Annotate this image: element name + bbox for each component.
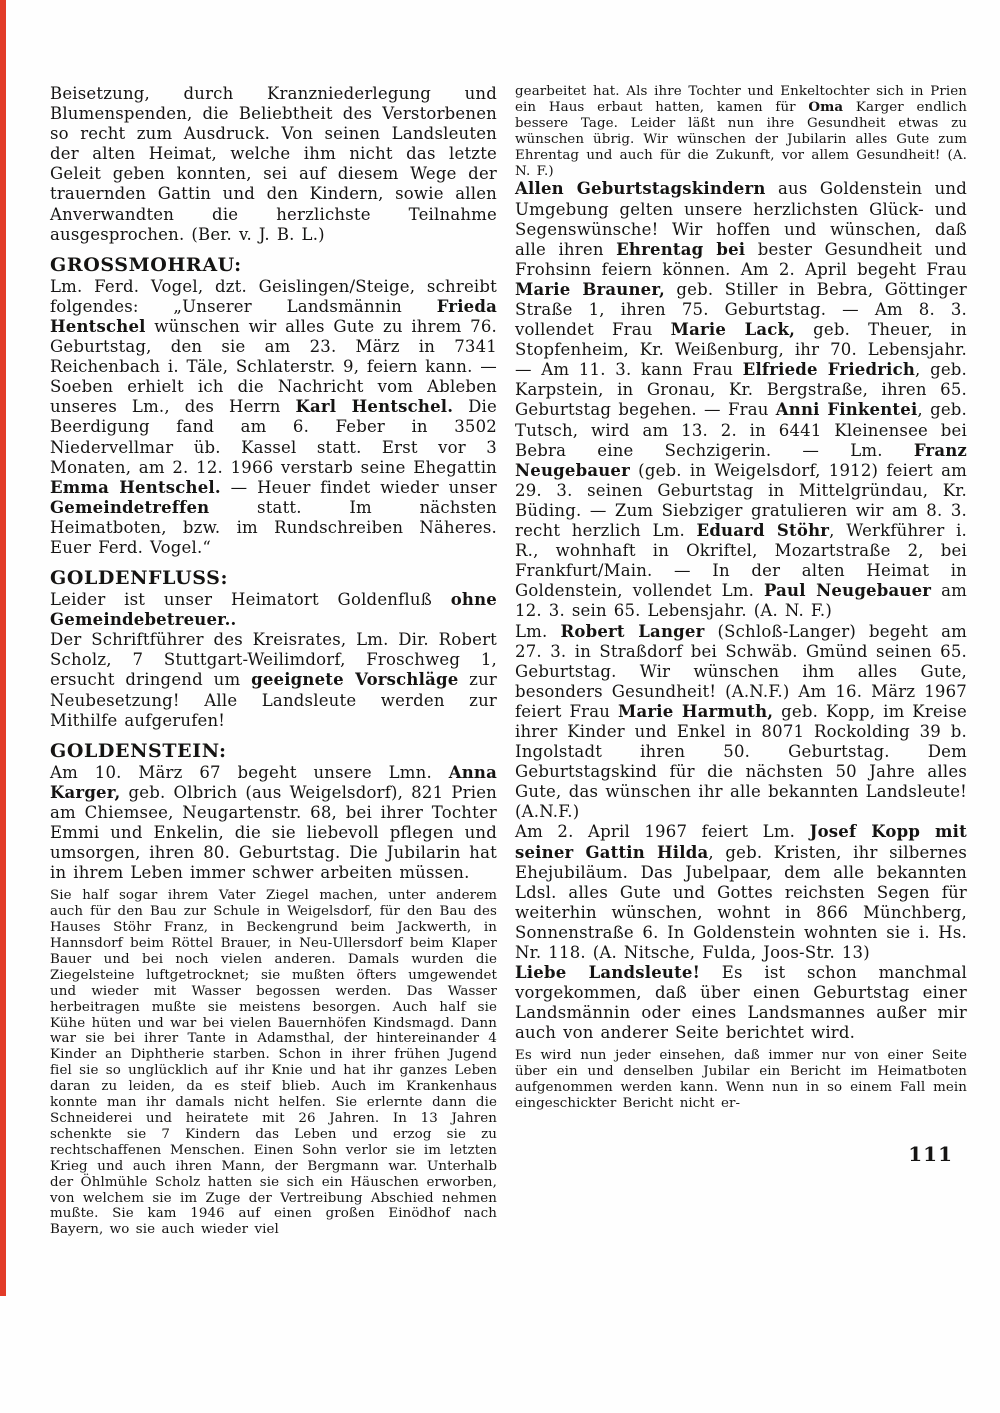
text-segment: geb. Kopp, im Kreise ihrer Kinder und Enkel in 8071 Rockolding 39 b. Ingolstadt ihren 50. Geburtstag. Dem Geburtstagskind für die nächsten 50 Jahre alles Gute, das wünschen ihr alle bekannten Landsleute! (A.N.F.) xyxy=(515,701,967,822)
text-segment: geeignete Vorschläge xyxy=(251,670,459,690)
right-column xyxy=(515,84,967,1166)
text-segment: Oma xyxy=(808,98,844,115)
text-segment: Ehrentag bei xyxy=(616,239,746,259)
paragraph xyxy=(515,622,967,823)
paragraph xyxy=(50,590,497,630)
text-segment: geb. Olbrich (aus Weigelsdorf), 821 Prien am Chiemsee, Neugartenstr. 68, bei ihrer Tochter Emmi und Enkelin, die sie liebevoll pflegen und umsorgen, ihren 80. Geburtstag. Die Jubilarin hat in ihrem Leben immer schwer arbeiten müssen. xyxy=(50,782,497,883)
paragraph xyxy=(515,84,967,179)
text-segment: Eduard Stöhr xyxy=(696,521,830,541)
text-segment: Emma Hentschel. xyxy=(50,477,221,497)
text-segment: geb. Theuer, in Stopfenheim, Kr. Weißenburg, ihr 70. Lebensjahr. — Am 11. 3. kann Frau xyxy=(515,320,967,380)
text-segment: Am 2. April 1967 feiert Lm. xyxy=(515,822,810,842)
text-segment: Sie half sogar ihrem Vater Ziegel machen, unter anderem auch für den Bau zur Schule in Weigelsdorf, für den Bau des Hauses Stöhr Franz, in Beckengrund beim Jackwerth, in Hannsdorf beim Röttel Brauer, in Neu-Ullersdorf beim Klaper Bauer und bei noch vielen anderen. Damals wurden die Ziegelsteine luftgetrocknet; sie mußten öfters umgewendet und wieder mit Wasser begossen werden. Das Wasser herbeitragen mußte sie meistens besorgen. Auch half sie Kühe hüten und war bei vielen Bauernhöfen Kindsmagd. Dann war sie bei ihrer Tante in Adamsthal, der hintereinander 4 Kinder an Diphtherie starben. Schon in ihrer frühen Jugend fiel sie so unglücklich auf ihr Knie und hat ihr ganzes Leben daran zu leiden, da es steif blieb. Auch im Krankenhaus konnte man ihr damals nicht helfen. Sie erlernte dann die Schneiderei und heiratete mit 26 Jahren. In 13 Jahren schenkte sie 7 Kindern das Leben und erzog sie zu rechtschaffenen Menschen. Einen Sohn verlor sie im letzten Krieg und auch ihren Mann, der Bergmann war. Unterhalb der Öhlmühle Scholz hatten sie sich ein Häuschen erworben, von welchem sie im Zuge der Vertreibung Abschied nehmen mußte. Sie kam 1946 auf einen großen Einödhof nach Bayern, wo sie auch wieder viel xyxy=(50,888,497,1238)
text-segment: Allen Geburtstagskindern xyxy=(515,179,766,199)
text-segment: Karger endlich bessere Tage. Leider läßt nun ihre Gesundheit etwas zu wünschen übrig. Wir wünschen der Jubilarin alles Gute zum Ehrentag und auch für die Zukunft, vor allem Gesundheit! (A. N. F.) xyxy=(515,99,967,179)
text-segment: Liebe Landsleute! xyxy=(515,963,701,983)
section-heading xyxy=(50,567,497,589)
text-segment: , Werkführer i. R., wohnhaft in Okriftel, Mozartstraße 2, bei Frankfurt/Main. — In der alten Heimat in Goldenstein, vollendet Lm. xyxy=(515,521,967,601)
text-segment: Franz Neugebauer xyxy=(515,440,967,480)
text-segment: , geb. Karpstein, in Gronau, Kr. Bergstraße, ihren 65. Geburtstag begehen. — Frau xyxy=(515,360,967,420)
page-number: 111 xyxy=(908,1142,953,1167)
text-segment: Beisetzung, durch Kranzniederlegung und Blumenspenden, die Beliebtheit des Verstorbenen so recht zum Ausdruck. Von seinen Landsleuten der alten Heimat, welche ihm nicht das letzte Geleit geben konnten, sei auf diesem Wege der trauernden Gattin und den Kindern, sowie allen Anverwandten die herzlichste Teilnahme ausgesprochen. (Ber. v. J. B. L.) xyxy=(50,84,497,244)
text-segment: am 12. 3. sein 65. Lebensjahr. (A. N. F.) xyxy=(515,581,967,621)
text-segment: Marie Lack, xyxy=(670,320,796,340)
text-segment: (geb. in Weigelsdorf, 1912) feiert am 29. 3. seinen Geburtstag in Mittelgründau, Kr. Büding. — Zum Siebziger gratulieren wir am 8. 3. recht herzlich Lm. xyxy=(515,460,967,541)
text-segment: Karl Hentschel. xyxy=(295,397,454,417)
text-segment: (Schloß-Langer) begeht am 27. 3. in Straßdorf bei Schwäb. Gmünd seinen 65. Geburtstag. Wir wünschen ihm alles Gute, besonders Gesundheit! (A.N.F.) Am 16. März 1967 feiert Frau xyxy=(515,621,967,721)
paragraph xyxy=(515,822,967,963)
text-segment: Frieda Hentschel xyxy=(50,296,497,336)
paragraph xyxy=(50,630,497,730)
text-segment: zur Neubesetzung! Alle Landsleute werden zur Mithilfe aufgerufen! xyxy=(50,670,497,730)
text-segment: ohne Gemeindebetreuer.. xyxy=(50,590,497,630)
text-segment: , geb. Kristen, ihr silbernes Ehejubiläum. Das Jubelpaar, dem alle bekannten Ldsl. alles Gute und Gottes reichsten Segen für weiterhin wünschen, wohnt in 866 Münchberg, Sonnenstraße 6. In Goldenstein wohnten sie i. Hs. Nr. 118. (A. Nitsche, Fulda, Joos-Str. 13) xyxy=(515,842,967,962)
text-segment: Lm. xyxy=(515,621,561,641)
left-column xyxy=(50,84,497,1238)
text-segment: Leider ist unser Heimatort Goldenfluß xyxy=(50,590,451,610)
text-segment: Es wird nun jeder einsehen, daß immer nur von einer Seite über ein und denselben Jubilar ein Bericht im Heimatboten aufgenommen werden kann. Wenn nun in so einem Fall mein eingeschickter Bericht nicht er- xyxy=(515,1048,967,1112)
text-segment: wünschen wir alles Gute zu ihrem 76. Geburtstag, den sie am 23. März in 7341 Reichenbach i. Täle, Schlaterstr. 9, feiern kann. — Soeben erhielt ich die Nachricht vom Ableben unseres Lm., des Herrn xyxy=(50,316,497,417)
text-segment: gearbeitet hat. Als ihre Tochter und Enkeltochter sich in Prien ein Haus erbaut hatten, kamen für xyxy=(515,84,967,115)
text-segment: bester Gesundheit und Frohsinn feiern können. Am 2. April begeht Frau xyxy=(515,239,968,279)
paragraph xyxy=(50,84,497,245)
text-segment: Lm. Ferd. Vogel, dzt. Geislingen/Steige, schreibt folgendes: „Unserer Landsmännin xyxy=(50,276,497,316)
text-segment: Anni Finkentei xyxy=(775,400,918,420)
paragraph xyxy=(50,888,497,1238)
text-segment: GOLDENFLUSS: xyxy=(50,567,229,590)
paragraph xyxy=(515,963,967,1043)
text-segment: Die Beerdigung fand am 6. Feber in 3502 Niedervellmar üb. Kassel statt. Erst vor 3 Monaten, am 2. 12. 1966 verstarb seine Ehegattin xyxy=(50,397,497,477)
text-segment: Am 10. März 67 begeht unsere Lmn. xyxy=(50,762,449,782)
text-segment: Der Schriftführer des Kreisrates, Lm. Dir. Robert Scholz, 7 Stuttgart-Weilimdorf, Froschweg 1, ersucht dringend um xyxy=(50,630,497,690)
paragraph xyxy=(515,179,967,621)
text-segment: Robert Langer xyxy=(560,621,705,641)
paragraph xyxy=(515,1048,967,1112)
text-segment: Anna Karger, xyxy=(50,762,497,802)
text-segment: Marie Brauner, xyxy=(515,279,665,299)
paragraph xyxy=(50,277,497,558)
text-segment: geb. Stiller in Bebra, Göttinger Straße 1, ihren 75. Geburtstag. — Am 8. 3. vollendet Frau xyxy=(515,279,967,340)
text-segment: statt. Im nächsten Heimatboten, bzw. im Rundschreiben Näheres. Euer Ferd. Vogel.“ xyxy=(50,497,497,557)
section-heading xyxy=(50,254,497,276)
paragraph xyxy=(50,763,497,884)
text-segment: GOLDENSTEIN: xyxy=(50,739,227,762)
text-segment: Gemeindetreffen xyxy=(50,497,210,517)
section-heading xyxy=(50,740,497,762)
text-segment: Es ist schon manchmal vorgekommen, daß über einen Geburtstag einer Landsmännin oder eines Landsmannes außer mir auch von anderer Seite berichtet wird. xyxy=(515,963,967,1043)
red-margin-stripe xyxy=(0,0,6,1296)
text-segment: — Heuer findet wieder unser xyxy=(220,477,497,497)
text-segment: Josef Kopp mit seiner Gattin Hilda xyxy=(515,822,967,862)
text-segment: , geb. Tutsch, wird am 13. 2. in 6441 Kleinensee bei Bebra eine Sechzigerin. — Lm. xyxy=(515,400,967,460)
text-segment: GROSSMOHRAU: xyxy=(50,253,242,276)
text-segment: Elfriede Friedrich xyxy=(742,360,916,380)
text-segment: Paul Neugebauer xyxy=(763,581,932,601)
text-segment: Marie Harmuth, xyxy=(618,701,774,721)
text-segment: aus Goldenstein und Umgebung gelten unsere herzlichsten Glück- und Segenswünsche! Wir hoffen und wünschen, daß alle ihren xyxy=(515,179,968,259)
